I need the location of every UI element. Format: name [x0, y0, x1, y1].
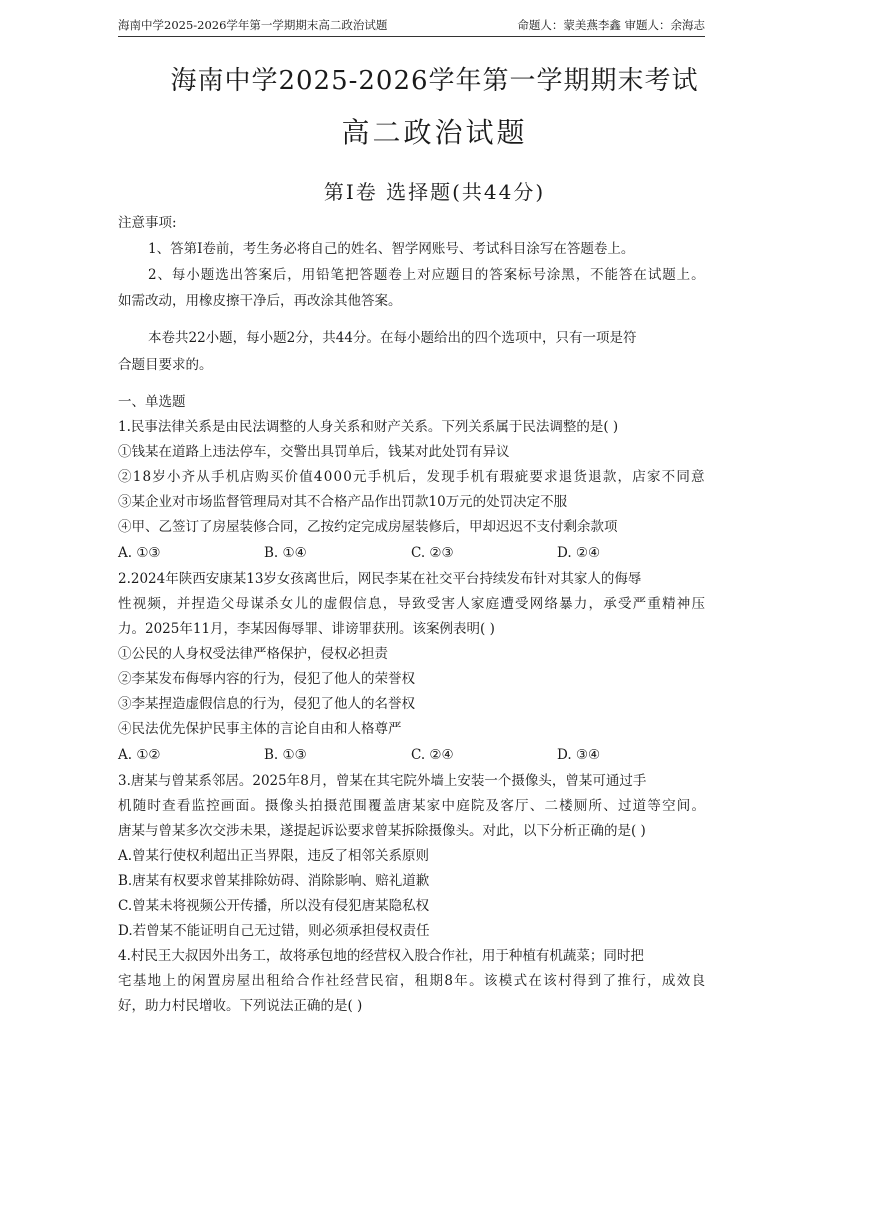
section-title: 第Ⅰ卷 选择题(共44分) — [323, 180, 546, 204]
q1-option-c: C. ②③ — [411, 545, 454, 561]
q2-stem-line-3: 力。2025年11月，李某因侮辱罪、诽谤罪获刑。该案例表明( ) — [118, 621, 495, 637]
q2-stem-line-1: 2.2024年陕西安康某13岁女孩离世后，网民李某在社交平台持续发布针对其家人的侮辱 — [118, 571, 642, 587]
q2-option-d: D. ③④ — [557, 747, 601, 763]
q1-option-b: B. ①④ — [264, 545, 307, 561]
q4-stem-line-3: 好，助力村民增收。下列说法正确的是( ) — [118, 998, 363, 1014]
q2-statement-4: ④民法优先保护民事主体的言论自由和人格尊严 — [118, 721, 402, 737]
q2-option-c: C. ②④ — [411, 747, 454, 763]
q1-stem: 1.民事法律关系是由民法调整的人身关系和财产关系。下列关系属于民法调整的是( ) — [118, 419, 619, 435]
notes-heading: 注意事项: — [118, 215, 177, 231]
page-header — [118, 16, 705, 37]
q4-stem-line-1: 4.村民王大叔因外出务工，故将承包地的经营权入股合作社，用于种植有机蔬菜；同时把 — [118, 948, 644, 964]
exam-title: 海南中学2025-2026学年第一学期期末考试 — [170, 66, 699, 96]
q1-statement-1: ①钱某在道路上违法停车，交警出具罚单后，钱某对此处罚有异议 — [118, 444, 510, 460]
intro-line-2: 合题目要求的。 — [118, 357, 213, 373]
q2-option-a: A. ①② — [118, 747, 161, 763]
q3-option-c: C.曾某未将视频公开传播，所以没有侵犯唐某隐私权 — [118, 898, 430, 914]
header-authors: 命题人：蒙美燕李鑫 审题人：余海志 — [517, 18, 705, 32]
q2-option-b: B. ①③ — [264, 747, 307, 763]
q3-option-d: D.若曾某不能证明自己无过错，则必须承担侵权责任 — [118, 923, 430, 939]
q3-option-b: B.唐某有权要求曾某排除妨碍、消除影响、赔礼道歉 — [118, 873, 430, 889]
notes-item-2-line-2: 如需改动，用橡皮擦干净后，再改涂其他答案。 — [118, 293, 402, 309]
q4-stem-line-2: 宅基地上的闲置房屋出租给合作社经营民宿，租期8年。该模式在该村得到了推行，成效良 — [118, 973, 707, 989]
q1-option-d: D. ②④ — [557, 545, 601, 561]
q2-statement-1: ①公民的人身权受法律严格保护，侵权必担责 — [118, 646, 388, 662]
header-exam-name: 海南中学2025-2026学年第一学期期末高二政治试题 — [118, 18, 388, 32]
q1-statement-4: ④甲、乙签订了房屋装修合同，乙按约定完成房屋装修后，甲却迟迟不支付剩余款项 — [118, 519, 618, 535]
q3-stem-line-3: 唐某与曾某多次交涉未果，遂提起诉讼要求曾某拆除摄像头。对此，以下分析正确的是( ) — [118, 823, 646, 839]
q2-stem-line-2: 性视频，并捏造父母谋杀女儿的虚假信息，导致受害人家庭遭受网络暴力，承受严重精神压 — [118, 596, 707, 612]
q1-option-a: A. ①③ — [118, 545, 161, 561]
q3-stem-line-2: 机随时查看监控画面。摄像头拍摄范围覆盖唐某家中庭院及客厅、二楼厕所、过道等空间。 — [118, 798, 707, 814]
notes-item-2-line-1: 2、每小题选出答案后，用铅笔把答题卷上对应题目的答案标号涂黑，不能答在试题上。 — [148, 267, 706, 283]
q3-option-a: A.曾某行使权利超出正当界限，违反了相邻关系原则 — [118, 848, 430, 864]
q2-statement-3: ③李某捏造虚假信息的行为，侵犯了他人的名誉权 — [118, 696, 415, 712]
notes-item-1: 1、答第Ⅰ卷前，考生务必将自己的姓名、智学网账号、考试科目涂写在答题卷上。 — [148, 241, 635, 257]
exam-subject-title: 高二政治试题 — [341, 116, 528, 149]
q1-statement-2: ②18岁小齐从手机店购买价值4000元手机后，发现手机有瑕疵要求退货退款，店家不同意 — [118, 469, 706, 485]
intro-line-1: 本卷共22小题，每小题2分，共44分。在每小题给出的四个选项中，只有一项是符 — [148, 330, 637, 346]
section-single-choice: 一、单选题 — [118, 394, 186, 410]
q2-statement-2: ②李某发布侮辱内容的行为，侵犯了他人的荣誉权 — [118, 671, 415, 687]
q3-stem-line-1: 3.唐某与曾某系邻居。2025年8月，曾某在其宅院外墙上安装一个摄像头，曾某可通过手 — [118, 773, 647, 789]
q1-statement-3: ③某企业对市场监督管理局对其不合格产品作出罚款10万元的处罚决定不服 — [118, 494, 568, 510]
